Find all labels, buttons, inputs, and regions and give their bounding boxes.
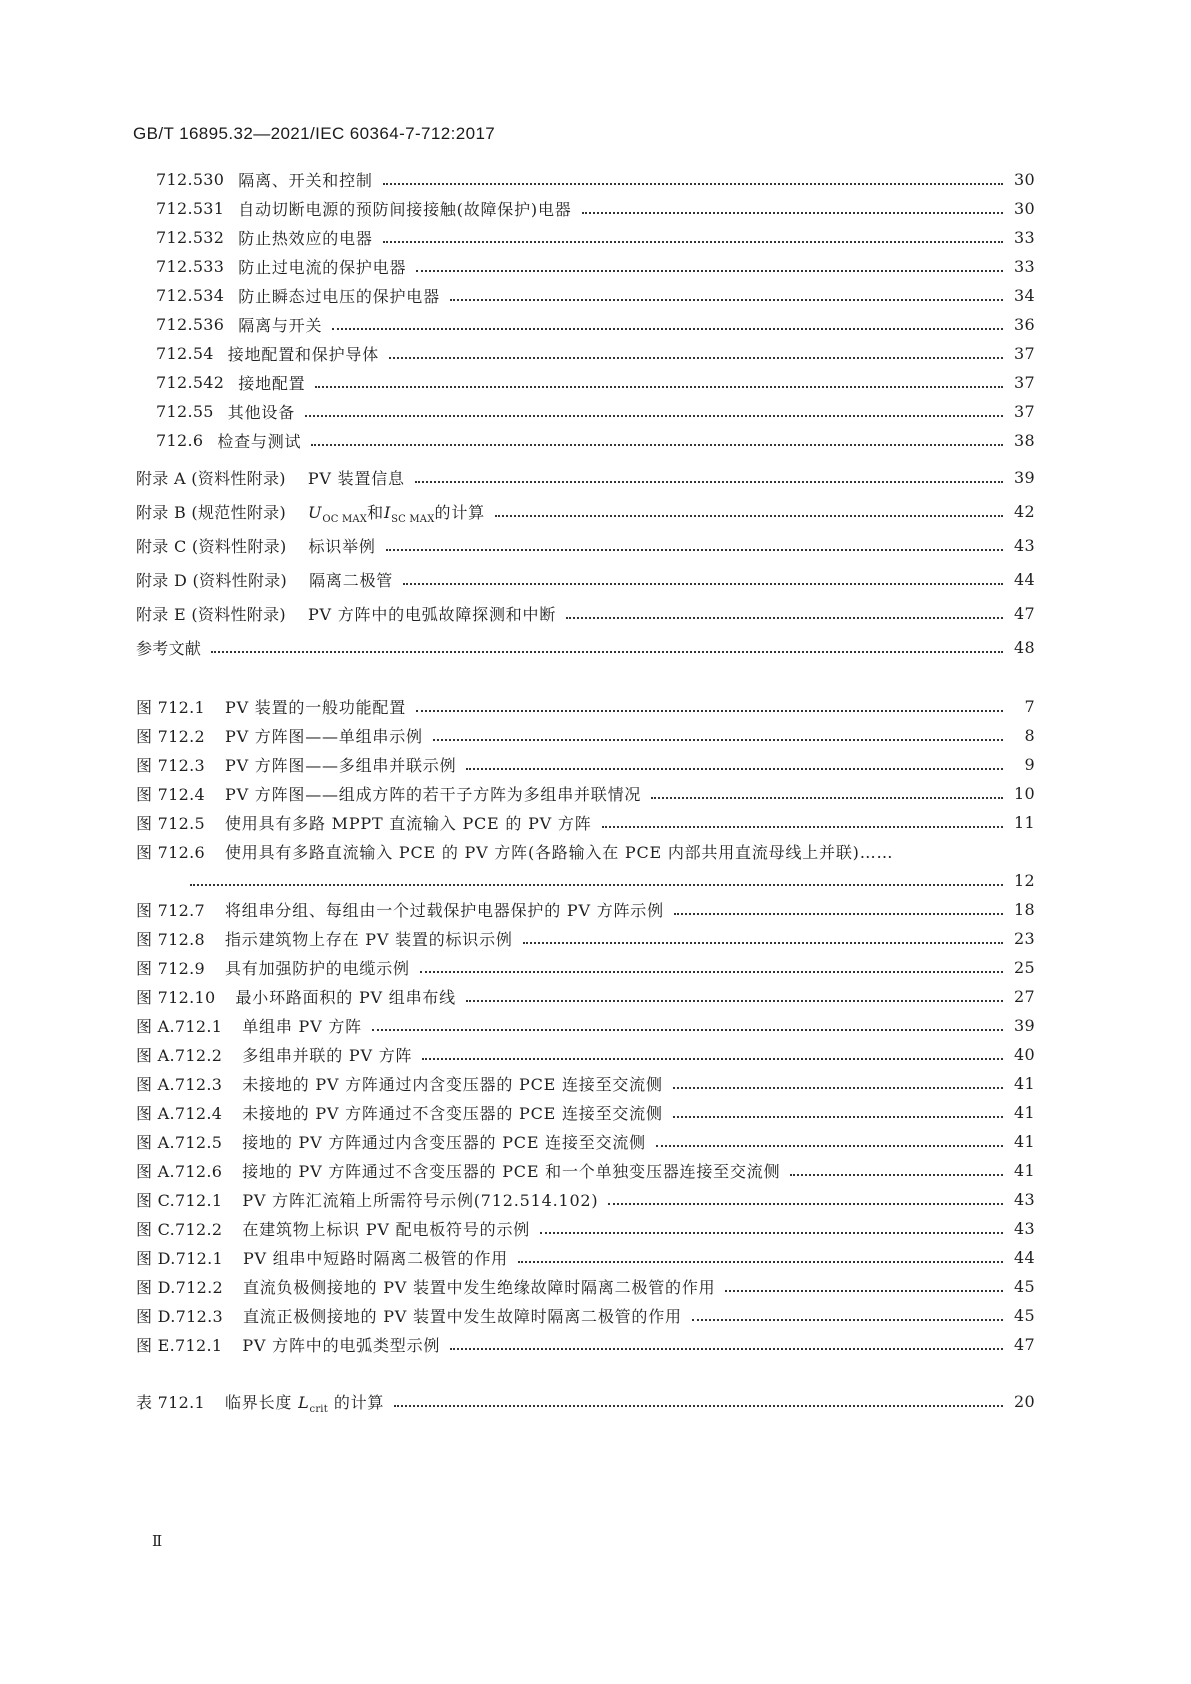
leader-dots — [673, 1115, 1003, 1118]
figure-number: 图 E.712.1 — [136, 1335, 223, 1355]
title-rest: 的计算 — [333, 1392, 385, 1412]
figure-title: PV 方阵图——单组串示例 — [225, 726, 423, 746]
leader-dots — [725, 1289, 1003, 1292]
toc-figure-entry[interactable] — [136, 1071, 1035, 1095]
figure-title: PV 方阵图——多组串并联示例 — [225, 755, 457, 775]
standard-header: GB/T 16895.32—2021/IEC 60364-7-712:2017 — [133, 124, 496, 143]
entry-page: 39 — [1014, 467, 1035, 487]
figure-title: 未接地的 PV 方阵通过内含变压器的 PCE 连接至交流侧 — [242, 1074, 663, 1094]
toc-figure-entry[interactable] — [136, 723, 1035, 747]
leader-dots — [422, 1057, 1003, 1060]
table-number: 表 712.1 — [136, 1392, 205, 1412]
toc-figure-entry[interactable] — [136, 752, 1035, 776]
entry-page: 18 — [1014, 899, 1035, 919]
leader-dots — [523, 941, 1003, 944]
figure-number: 图 A.712.4 — [136, 1103, 223, 1123]
entry-page: 11 — [1014, 812, 1035, 832]
leader-dots — [389, 356, 1003, 359]
toc-figure-entry[interactable] — [136, 810, 1035, 834]
toc-annex-entry[interactable] — [136, 567, 1035, 591]
leader-dots — [540, 1231, 1003, 1234]
toc-entry[interactable] — [156, 312, 1035, 336]
figure-number: 图 712.8 — [136, 929, 205, 949]
toc-figure-continuation[interactable] — [190, 868, 1035, 892]
toc-annex-entry[interactable] — [136, 499, 1035, 523]
entry-page: 37 — [1014, 372, 1035, 392]
entry-page: 41 — [1014, 1160, 1035, 1180]
figure-title: PV 装置的一般功能配置 — [225, 697, 407, 717]
title-pre: 临界长度 — [225, 1392, 293, 1412]
entry-page: 10 — [1014, 783, 1035, 803]
figure-number: 图 712.1 — [136, 697, 205, 717]
toc-table-entry[interactable] — [136, 1389, 1035, 1413]
entry-page: 45 — [1014, 1276, 1035, 1296]
leader-dots — [566, 616, 1003, 619]
entry-title: 防止过电流的保护电器 — [238, 257, 407, 277]
figure-number: 图 A.712.1 — [136, 1016, 223, 1036]
leader-dots — [311, 443, 1003, 446]
entry-title: 隔离与开关 — [238, 315, 323, 335]
figure-title: 接地的 PV 方阵通过内含变压器的 PCE 连接至交流侧 — [242, 1132, 646, 1152]
leader-dots — [315, 385, 1003, 388]
entry-number: 712.55 — [156, 401, 214, 421]
entry-number: 712.531 — [156, 198, 225, 218]
leader-dots — [602, 825, 1003, 828]
entry-title: 自动切断电源的预防间接接触(故障保护)电器 — [238, 199, 572, 219]
figure-number: 图 712.7 — [136, 900, 205, 920]
entry-page: 30 — [1014, 198, 1035, 218]
toc-annex-entry[interactable] — [136, 533, 1035, 557]
figure-number: 图 712.9 — [136, 958, 205, 978]
entry-title: 接地配置和保护导体 — [227, 344, 379, 364]
entry-page: 39 — [1014, 1015, 1035, 1035]
leader-dots — [674, 912, 1003, 915]
leader-dots — [582, 211, 1003, 214]
entry-page: 30 — [1014, 169, 1035, 189]
figure-number: 图 C.712.1 — [136, 1190, 223, 1210]
entry-number: 712.530 — [156, 169, 225, 189]
entry-number: 712.533 — [156, 256, 225, 276]
toc-figure-entry[interactable] — [136, 955, 1035, 979]
entry-page: 33 — [1014, 256, 1035, 276]
entry-page: 33 — [1014, 227, 1035, 247]
leader-dots — [394, 1404, 1003, 1407]
leader-dots — [466, 767, 1003, 770]
entry-page: 40 — [1014, 1044, 1035, 1064]
toc-figure-entry[interactable] — [136, 926, 1035, 950]
entry-page: 38 — [1014, 430, 1035, 450]
toc-figure-entry[interactable] — [136, 1274, 1035, 1298]
toc-annex-entry[interactable] — [136, 465, 1035, 489]
entry-page: 41 — [1014, 1073, 1035, 1093]
entry-title: 防止瞬态过电压的保护电器 — [238, 286, 440, 306]
entry-page: 37 — [1014, 343, 1035, 363]
leader-dots — [420, 970, 1003, 973]
entry-page: 37 — [1014, 401, 1035, 421]
entry-page: 8 — [1024, 725, 1035, 745]
entry-title: 隔离、开关和控制 — [238, 170, 373, 190]
toc-entry[interactable] — [156, 370, 1035, 394]
figure-number: 图 A.712.5 — [136, 1132, 223, 1152]
annex-title: PV 方阵中的电弧故障探测和中断 — [307, 604, 557, 624]
leader-dots — [450, 298, 1003, 301]
figure-title: 多组串并联的 PV 方阵 — [242, 1045, 413, 1065]
entry-page: 42 — [1014, 501, 1035, 521]
leader-dots — [608, 1202, 1003, 1205]
figure-title: 接地的 PV 方阵通过不含变压器的 PCE 和一个单独变压器连接至交流侧 — [242, 1161, 781, 1181]
entry-number: 712.54 — [156, 343, 214, 363]
figure-title: PV 方阵汇流箱上所需符号示例(712.514.102) — [242, 1190, 599, 1210]
entry-page: 41 — [1014, 1131, 1035, 1151]
toc-entry[interactable] — [156, 225, 1035, 249]
entry-page: 23 — [1014, 928, 1035, 948]
figure-number: 图 D.712.2 — [136, 1277, 223, 1297]
figure-number: 图 712.3 — [136, 755, 205, 775]
entry-page: 48 — [1014, 637, 1035, 657]
entry-number: 712.542 — [156, 372, 225, 392]
figure-title: 直流负极侧接地的 PV 装置中发生绝缘故障时隔离二极管的作用 — [242, 1277, 716, 1297]
toc-figure-entry[interactable] — [136, 1303, 1035, 1327]
figure-title: PV 方阵图——组成方阵的若干子方阵为多组串并联情况 — [225, 784, 642, 804]
figure-number: 图 D.712.1 — [136, 1248, 223, 1268]
toc-entry[interactable] — [156, 167, 1035, 191]
figure-title: 指示建筑物上存在 PV 装置的标识示例 — [225, 929, 513, 949]
toc-entry[interactable] — [156, 196, 1035, 220]
toc-figure-entry[interactable] — [136, 1158, 1035, 1182]
toc-figure-entry[interactable] — [136, 1216, 1035, 1240]
leader-dots — [651, 796, 1003, 799]
figure-number: 图 712.5 — [136, 813, 205, 833]
entry-page: 44 — [1014, 1247, 1035, 1267]
symbol-i: I — [383, 502, 392, 522]
entry-page: 41 — [1014, 1102, 1035, 1122]
leader-dots — [332, 327, 1003, 330]
figure-title: 直流正极侧接地的 PV 装置中发生故障时隔离二极管的作用 — [242, 1306, 682, 1326]
toc-entry[interactable] — [156, 254, 1035, 278]
toc-figure-entry[interactable] — [136, 984, 1035, 1008]
entry-page: 36 — [1014, 314, 1035, 334]
figure-title: 将组串分组、每组由一个过载保护电器保护的 PV 方阵示例 — [225, 900, 664, 920]
annex-number: 附录 B (规范性附录) — [136, 502, 287, 522]
toc-figure-entry[interactable] — [136, 1100, 1035, 1124]
entry-page: 27 — [1014, 986, 1035, 1006]
toc-figure-entry[interactable] — [136, 1332, 1035, 1356]
toc-entry[interactable] — [156, 399, 1035, 423]
figure-title: 未接地的 PV 方阵通过不含变压器的 PCE 连接至交流侧 — [242, 1103, 663, 1123]
leader-dots — [305, 414, 1003, 417]
figure-title: 具有加强防护的电缆示例 — [225, 958, 410, 978]
figure-number: 图 D.712.3 — [136, 1306, 223, 1326]
annex-title: 隔离二极管 — [309, 570, 394, 590]
entry-title: 其他设备 — [227, 402, 295, 422]
entry-title: 检查与测试 — [217, 431, 302, 451]
figure-title: 在建筑物上标识 PV 配电板符号的示例 — [242, 1219, 531, 1239]
toc-annex-entry[interactable] — [136, 601, 1035, 625]
leader-dots — [416, 269, 1003, 272]
leader-dots — [673, 1086, 1003, 1089]
toc-entry[interactable] — [156, 428, 1035, 452]
figure-title: PV 方阵中的电弧类型示例 — [242, 1335, 441, 1355]
annex-number: 附录 A (资料性附录) — [136, 468, 286, 488]
figure-title: PV 组串中短路时隔离二极管的作用 — [242, 1248, 508, 1268]
figure-number: 图 A.712.3 — [136, 1074, 223, 1094]
figure-number: 图 A.712.2 — [136, 1045, 223, 1065]
leader-dots — [211, 650, 1003, 653]
figure-title: 单组串 PV 方阵 — [242, 1016, 362, 1036]
annex-number: 附录 C (资料性附录) — [136, 536, 287, 556]
leader-dots — [656, 1144, 1003, 1147]
page-number: Ⅱ — [152, 1532, 163, 1550]
leader-dots — [790, 1173, 1003, 1176]
toc-entry[interactable] — [156, 283, 1035, 307]
symbol-l: L — [298, 1392, 310, 1412]
leader-dots — [416, 709, 1003, 712]
entry-page: 45 — [1014, 1305, 1035, 1325]
leader-dots — [403, 582, 1003, 585]
toc-figure-entry[interactable] — [136, 1013, 1035, 1037]
entry-number: 712.536 — [156, 314, 225, 334]
leader-dots — [386, 548, 1003, 551]
annex-number: 附录 E (资料性附录) — [136, 604, 286, 624]
title-rest: 的计算 — [434, 502, 485, 522]
entry-page: 43 — [1014, 535, 1035, 555]
leader-dots — [190, 883, 1003, 886]
entry-page: 47 — [1014, 1334, 1035, 1354]
leader-dots — [433, 738, 1003, 741]
toc-figure-entry[interactable] — [136, 1245, 1035, 1269]
entry-number: 712.532 — [156, 227, 225, 247]
figure-number: 图 712.6 — [136, 842, 205, 862]
leader-dots — [383, 182, 1003, 185]
toc-figure-entry[interactable] — [136, 839, 1035, 863]
entry-page: 7 — [1024, 696, 1035, 716]
figure-title: 最小环路面积的 PV 组串布线 — [235, 987, 456, 1007]
toc-figure-entry[interactable] — [136, 1187, 1035, 1211]
leader-dots — [372, 1028, 1003, 1031]
leader-dots — [450, 1347, 1003, 1350]
entry-title: 防止热效应的电器 — [238, 228, 373, 248]
bibliography-label: 参考文献 — [136, 638, 202, 658]
entry-page: 43 — [1014, 1189, 1035, 1209]
figure-number: 图 712.2 — [136, 726, 205, 746]
leader-dots — [415, 480, 1003, 483]
figure-title: 使用具有多路直流输入 PCE 的 PV 方阵(各路输入在 PCE 内部共用直流母线上并联)…… — [225, 842, 894, 862]
annex-title: 标识举例 — [308, 536, 376, 556]
leader-dots — [466, 999, 1003, 1002]
leader-dots — [692, 1318, 1003, 1321]
symbol-u-subscript: OC MAX — [322, 513, 368, 525]
leader-dots — [518, 1260, 1003, 1263]
entry-page: 12 — [1014, 870, 1035, 890]
figure-number: 图 712.4 — [136, 784, 205, 804]
toc-figure-entry[interactable] — [136, 1042, 1035, 1066]
leader-dots — [495, 514, 1003, 517]
toc-entry[interactable] — [156, 341, 1035, 365]
figure-title: 使用具有多路 MPPT 直流输入 PCE 的 PV 方阵 — [225, 813, 592, 833]
entry-number: 712.6 — [156, 430, 204, 450]
entry-page: 43 — [1014, 1218, 1035, 1238]
annex-title: PV 装置信息 — [307, 468, 405, 488]
symbol-u: U — [308, 502, 323, 522]
leader-dots — [383, 240, 1003, 243]
toc-figure-entry[interactable] — [136, 897, 1035, 921]
symbol-i-subscript: SC MAX — [391, 513, 435, 525]
annex-title — [308, 500, 485, 523]
symbol-l-subscript: crit — [309, 1403, 328, 1415]
toc-figure-entry[interactable] — [136, 781, 1035, 805]
toc-figure-entry[interactable] — [136, 694, 1035, 718]
figure-number: 图 712.10 — [136, 987, 216, 1007]
entry-page: 34 — [1014, 285, 1035, 305]
entry-page: 9 — [1024, 754, 1035, 774]
toc-figure-entry[interactable] — [136, 1129, 1035, 1153]
toc-bibliography-entry[interactable] — [136, 635, 1035, 659]
figure-number: 图 C.712.2 — [136, 1219, 223, 1239]
entry-page: 25 — [1014, 957, 1035, 977]
title-and: 和 — [367, 502, 384, 522]
entry-page: 47 — [1014, 603, 1035, 623]
entry-number: 712.534 — [156, 285, 225, 305]
table-title — [225, 1390, 384, 1413]
entry-title: 接地配置 — [238, 373, 306, 393]
entry-page: 44 — [1014, 569, 1035, 589]
annex-number: 附录 D (资料性附录) — [136, 570, 288, 590]
figure-number: 图 A.712.6 — [136, 1161, 223, 1181]
entry-page: 20 — [1014, 1391, 1035, 1411]
